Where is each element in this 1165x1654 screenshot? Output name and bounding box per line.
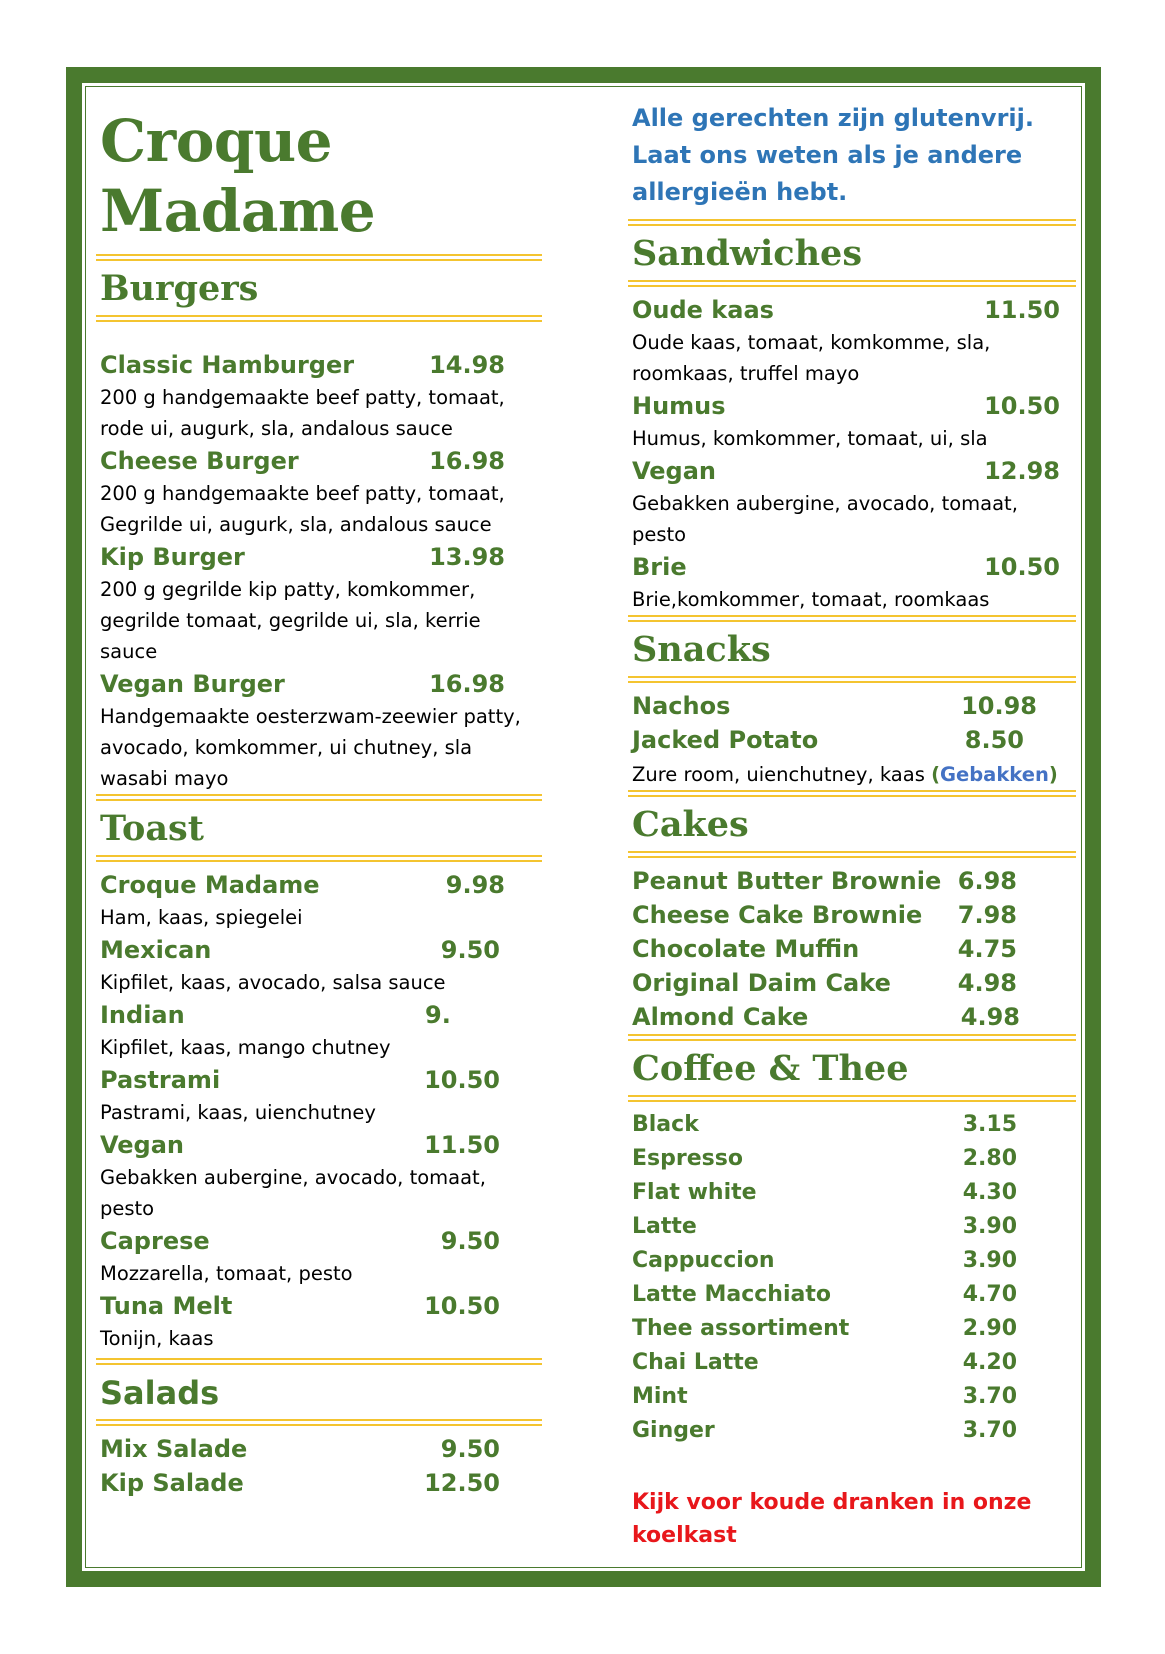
item-price: 10.50 — [424, 1292, 500, 1320]
item-description: Tonijn, kaas — [100, 1327, 214, 1350]
item-name: Mexican — [100, 936, 212, 964]
item-name: Vegan Burger — [100, 670, 285, 698]
item-name: Croque Madame — [100, 871, 320, 899]
divider-rule — [628, 676, 1076, 683]
item-description: Mozzarella, tomaat, pesto — [100, 1262, 353, 1285]
menu-item — [632, 1210, 1017, 1244]
menu-title-line2: Madame — [100, 177, 376, 245]
divider-rule — [628, 280, 1076, 287]
item-price: 4.20 — [962, 1350, 1017, 1375]
item-price: 4.75 — [957, 935, 1017, 963]
menu-item — [632, 1244, 1017, 1278]
divider-rule — [96, 254, 542, 261]
item-name: Vegan — [100, 1131, 184, 1159]
item-price: 9.98 — [445, 871, 505, 899]
item-name: Kip Salade — [100, 1469, 244, 1497]
menu-item — [632, 1414, 1017, 1448]
cold-drinks-note: Kijk voor koude dranken in onze koelkast — [632, 1490, 1032, 1548]
item-price: 3.70 — [962, 1384, 1017, 1409]
item-price: 4.30 — [962, 1180, 1017, 1205]
item-name: Jacked Potato — [632, 726, 819, 754]
section-title-coffee: Coffee & Thee — [632, 1048, 909, 1089]
divider-rule — [96, 315, 542, 322]
item-name: Cappuccion — [632, 1248, 775, 1273]
section-title-sandwiches: Sandwiches — [632, 233, 863, 274]
section-title-cakes: Cakes — [632, 804, 749, 845]
item-name: Mint — [632, 1384, 688, 1409]
item-description: Handgemaakte oesterzwam-zeewier patty, avocado, komkommer, ui chutney, sla wasabi mayo — [100, 705, 521, 790]
item-price: 11.50 — [984, 296, 1060, 324]
menu-item — [632, 1108, 1017, 1142]
menu-item — [632, 1000, 1020, 1034]
item-description: 200 g handgemaakte beef patty, tomaat, Gegrilde ui, augurk, sla, andalous sauce — [100, 482, 505, 536]
item-name: Cheese Burger — [100, 447, 299, 475]
item-price: 4.98 — [957, 969, 1017, 997]
item-name: Nachos — [632, 692, 731, 720]
item-description: Kipfilet, kaas, mango chutney — [100, 1036, 391, 1059]
menu-title — [100, 106, 538, 246]
menu-item — [632, 966, 1017, 1000]
potato-description: Zure room, uienchutney, kaas — [632, 763, 932, 786]
menu-item — [100, 348, 538, 444]
menu-item — [100, 1466, 500, 1500]
paren-close: ) — [1048, 763, 1058, 786]
menu-title-line1: Croque — [100, 107, 333, 175]
item-price: 9.50 — [440, 936, 500, 964]
item-name: Flat white — [632, 1180, 757, 1205]
item-price: 2.90 — [962, 1316, 1017, 1341]
item-name: Espresso — [632, 1146, 743, 1171]
item-price: 16.98 — [429, 447, 505, 475]
item-name: Indian — [100, 1001, 185, 1029]
item-description: 200 g gegrilde kip patty, komkommer, gegrilde tomaat, gegrilde ui, sla, kerrie sauce — [100, 578, 481, 663]
toast-list — [100, 868, 538, 1354]
divider-rule — [628, 790, 1076, 797]
divider-rule — [96, 855, 542, 862]
section-title-burgers: Burgers — [100, 268, 259, 309]
item-description: Ham, kaas, spiegelei — [100, 906, 303, 929]
item-price: 11.50 — [424, 1131, 500, 1159]
item-name: Latte — [632, 1214, 697, 1239]
item-price: 9. — [425, 1001, 451, 1029]
item-price: 13.98 — [429, 543, 505, 571]
item-name: Brie — [632, 553, 687, 581]
item-price: 3.15 — [962, 1112, 1017, 1137]
item-name: Peanut Butter Brownie — [632, 867, 942, 895]
item-name: Pastrami — [100, 1066, 221, 1094]
menu-item — [100, 540, 538, 667]
divider-rule — [96, 1358, 542, 1365]
coffee-list — [632, 1108, 1072, 1448]
potato-note: Gebakken — [939, 763, 1049, 786]
allergy-notice: Alle gerechten zijn glutenvrij. Laat ons weten als je andere allergieën hebt. — [632, 104, 1034, 206]
item-description: Gebakken aubergine, avocado, tomaat, pesto — [100, 1166, 486, 1220]
item-name: Humus — [632, 392, 726, 420]
item-name: Thee assortiment — [632, 1316, 850, 1341]
menu-item — [100, 1289, 538, 1354]
item-price: 2.80 — [962, 1146, 1017, 1171]
cakes-list — [632, 864, 1072, 1034]
menu-item — [100, 1063, 538, 1128]
item-price: 12.50 — [424, 1469, 500, 1497]
divider-rule — [628, 219, 1076, 226]
menu-item — [632, 1380, 1017, 1414]
item-description: Humus, komkommer, tomaat, ui, sla — [632, 427, 988, 450]
divider-rule — [628, 615, 1076, 622]
menu-item — [100, 1224, 538, 1289]
menu-item — [632, 454, 1072, 550]
menu-item — [100, 667, 538, 794]
menu-item — [632, 550, 1072, 615]
item-name: Chai Latte — [632, 1350, 759, 1375]
item-description: Oude kaas, tomaat, komkomme, sla, roomkaas, truffel mayo — [632, 331, 991, 385]
menu-item — [632, 293, 1072, 389]
item-price: 4.98 — [960, 1003, 1020, 1031]
section-title-toast: Toast — [100, 808, 204, 849]
menu-item — [100, 868, 538, 933]
menu-item — [632, 1278, 1017, 1312]
item-price: 7.98 — [957, 901, 1017, 929]
divider-rule — [96, 794, 542, 801]
menu-item — [100, 998, 538, 1063]
divider-rule — [96, 1419, 542, 1426]
salads-list — [100, 1432, 538, 1500]
item-price: 10.50 — [984, 392, 1060, 420]
snacks-list — [632, 689, 1072, 790]
divider-rule — [628, 1095, 1076, 1102]
menu-item — [632, 1176, 1017, 1210]
item-price: 3.70 — [962, 1418, 1017, 1443]
divider-rule — [628, 1034, 1076, 1041]
paren-open: ( — [931, 763, 940, 786]
item-price: 4.70 — [962, 1282, 1017, 1307]
item-price: 10.50 — [984, 553, 1060, 581]
item-description: Kipfilet, kaas, avocado, salsa sauce — [100, 971, 446, 994]
item-description — [632, 759, 1072, 790]
item-description: Pastrami, kaas, uienchutney — [100, 1101, 376, 1124]
item-name: Mix Salade — [100, 1435, 248, 1463]
menu-item — [632, 932, 1017, 966]
item-name: Kip Burger — [100, 543, 245, 571]
item-price: 10.98 — [961, 692, 1037, 720]
menu-item — [100, 444, 538, 540]
menu-item — [632, 1312, 1017, 1346]
item-description: 200 g handgemaakte beef patty, tomaat, rode ui, augurk, sla, andalous sauce — [100, 386, 505, 440]
item-name: Latte Macchiato — [632, 1282, 831, 1307]
item-name: Ginger — [632, 1418, 715, 1443]
item-price: 14.98 — [429, 351, 505, 379]
menu-item — [100, 1432, 500, 1466]
right-column — [632, 100, 1072, 1552]
item-name: Almond Cake — [632, 1003, 809, 1031]
item-price: 16.98 — [429, 670, 505, 698]
menu-item — [100, 1128, 538, 1224]
menu-item — [100, 933, 538, 998]
menu-item — [632, 689, 1037, 723]
menu-item — [632, 1142, 1017, 1176]
item-description: Gebakken aubergine, avocado, tomaat, pesto — [632, 492, 1018, 546]
item-price: 8.50 — [964, 726, 1024, 754]
section-title-snacks: Snacks — [632, 629, 771, 670]
item-price: 9.50 — [440, 1435, 500, 1463]
item-name: Caprese — [100, 1227, 210, 1255]
item-price: 3.90 — [962, 1214, 1017, 1239]
item-name: Tuna Melt — [100, 1292, 233, 1320]
divider-rule — [628, 851, 1076, 858]
item-name: Vegan — [632, 457, 716, 485]
item-name: Black — [632, 1112, 699, 1137]
sandwiches-list — [632, 293, 1072, 615]
menu-item — [632, 723, 1024, 757]
menu-item — [632, 1346, 1017, 1380]
item-name: Cheese Cake Brownie — [632, 901, 923, 929]
item-name: Oude kaas — [632, 296, 774, 324]
item-price: 10.50 — [424, 1066, 500, 1094]
section-title-salads: Salads — [100, 1374, 220, 1412]
item-description: Brie,komkommer, tomaat, roomkaas — [632, 588, 990, 611]
left-column — [100, 100, 538, 1500]
burgers-list — [100, 348, 538, 794]
item-price: 3.90 — [962, 1248, 1017, 1273]
menu-item — [632, 898, 1017, 932]
item-name: Classic Hamburger — [100, 351, 355, 379]
item-name: Original Daim Cake — [632, 969, 891, 997]
item-name: Chocolate Muffin — [632, 935, 860, 963]
item-price: 12.98 — [984, 457, 1060, 485]
menu-item — [632, 864, 1017, 898]
item-price: 6.98 — [957, 867, 1017, 895]
menu-item — [632, 389, 1072, 454]
item-price: 9.50 — [440, 1227, 500, 1255]
